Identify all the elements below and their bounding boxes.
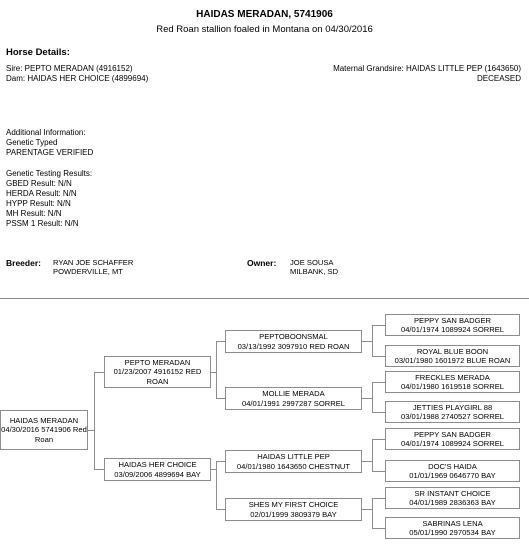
pedigree-sire [104, 356, 211, 388]
horse-info: 03/09/2006 4899694 BAY [114, 469, 201, 479]
horse-details-heading: Horse Details: [6, 47, 70, 58]
pedigree-sds [385, 371, 520, 393]
horse-name: DOC'S HAIDA [428, 461, 477, 471]
horse-name: PEPPY SAN BADGER [413, 429, 492, 439]
horse-info: 03/01/1988 2740527 SORREL [400, 412, 505, 421]
page-title: HAIDAS MERADAN, 5741906 [196, 9, 333, 20]
pedigree-subject [0, 410, 88, 450]
additional-info-heading: Additional Information: [6, 128, 86, 137]
horse-name: SR INSTANT CHOICE [414, 488, 491, 498]
owner-label: Owner: [247, 258, 277, 268]
maternal-grandsire-status: DECEASED [476, 74, 521, 83]
owner-location: MILBANK, SD [290, 267, 339, 276]
horse-name: HAIDAS LITTLE PEP [257, 452, 330, 462]
horse-name: SABRINAS LENA [422, 518, 483, 528]
horse-info: 01/01/1969 0646770 BAY [409, 471, 496, 480]
horse-name: PEPTOBOONSMAL [259, 332, 328, 342]
horse-info: 01/23/2007 4916152 RED ROAN [113, 367, 202, 386]
horse-name: HAIDAS MERADAN [9, 416, 79, 426]
section-divider [0, 298, 529, 299]
horse-info: 04/30/2016 5741906 Red Roan [1, 425, 87, 444]
pedigree-dsd [385, 460, 520, 482]
additional-info-line: Genetic Typed [6, 138, 58, 147]
pedigree-dam-sire [225, 450, 362, 473]
horse-info: 04/01/1974 1089924 SORREL [400, 439, 505, 448]
maternal-grandsire-line: Maternal Grandsire: HAIDAS LITTLE PEP (1643650) [333, 64, 521, 73]
genetic-result: GBED Result: N/N [6, 179, 72, 188]
page-subtitle: Red Roan stallion foaled in Montana on 04/30/2016 [156, 24, 373, 35]
pedigree-sire-sire [225, 330, 362, 353]
horse-info: 04/01/1989 2836363 BAY [409, 498, 496, 507]
horse-info: 05/01/1990 2970534 BAY [409, 528, 496, 537]
horse-name: HAIDAS HER CHOICE [118, 460, 197, 470]
additional-info-line: PARENTAGE VERIFIED [6, 148, 94, 157]
horse-info: 03/13/1992 3097910 RED ROAN [237, 341, 350, 351]
horse-name: PEPTO MERADAN [124, 358, 191, 368]
dam-line: Dam: HAIDAS HER CHOICE (4899694) [6, 74, 149, 83]
horse-info: 04/01/1991 2997287 SORREL [241, 398, 346, 408]
horse-info: 03/01/1980 1601972 BLUE ROAN [394, 356, 511, 365]
horse-name: PEPPY SAN BADGER [413, 315, 492, 325]
pedigree-dam [104, 458, 211, 481]
horse-info: 02/01/1999 3809379 BAY [250, 509, 337, 519]
horse-info: 04/01/1974 1089924 SORREL [400, 325, 505, 334]
sire-line: Sire: PEPTO MERADAN (4916152) [6, 64, 133, 73]
genetic-testing-heading: Genetic Testing Results: [6, 169, 93, 178]
breeder-location: POWDERVILLE, MT [53, 267, 123, 276]
horse-info: 04/01/1980 1643650 CHESTNUT [236, 461, 351, 471]
genetic-result: HYPP Result: N/N [6, 199, 71, 208]
pedigree-dss [385, 428, 520, 450]
genetic-result: PSSM 1 Result: N/N [6, 219, 79, 228]
genetic-result: MH Result: N/N [6, 209, 62, 218]
horse-name: MOLLIE MERADA [262, 389, 325, 399]
genetic-result: HERDA Result: N/N [6, 189, 77, 198]
breeder-name: RYAN JOE SCHAFFER [53, 258, 134, 267]
breeder-label: Breeder: [6, 258, 41, 268]
horse-name: FRECKLES MERADA [415, 372, 490, 382]
horse-name: SHES MY FIRST CHOICE [248, 500, 339, 510]
pedigree-dds [385, 487, 520, 509]
pedigree-sss [385, 314, 520, 336]
horse-name: JETTIES PLAYGIRL 88 [412, 402, 493, 412]
pedigree-sire-dam [225, 387, 362, 410]
pedigree-dam-dam [225, 498, 362, 521]
horse-name: ROYAL BLUE BOON [416, 346, 489, 356]
pedigree-sdd [385, 401, 520, 423]
horse-info: 04/01/1980 1619518 SORREL [400, 382, 505, 391]
pedigree-ddd [385, 517, 520, 539]
pedigree-ssd [385, 345, 520, 367]
owner-name: JOE SOUSA [290, 258, 334, 267]
